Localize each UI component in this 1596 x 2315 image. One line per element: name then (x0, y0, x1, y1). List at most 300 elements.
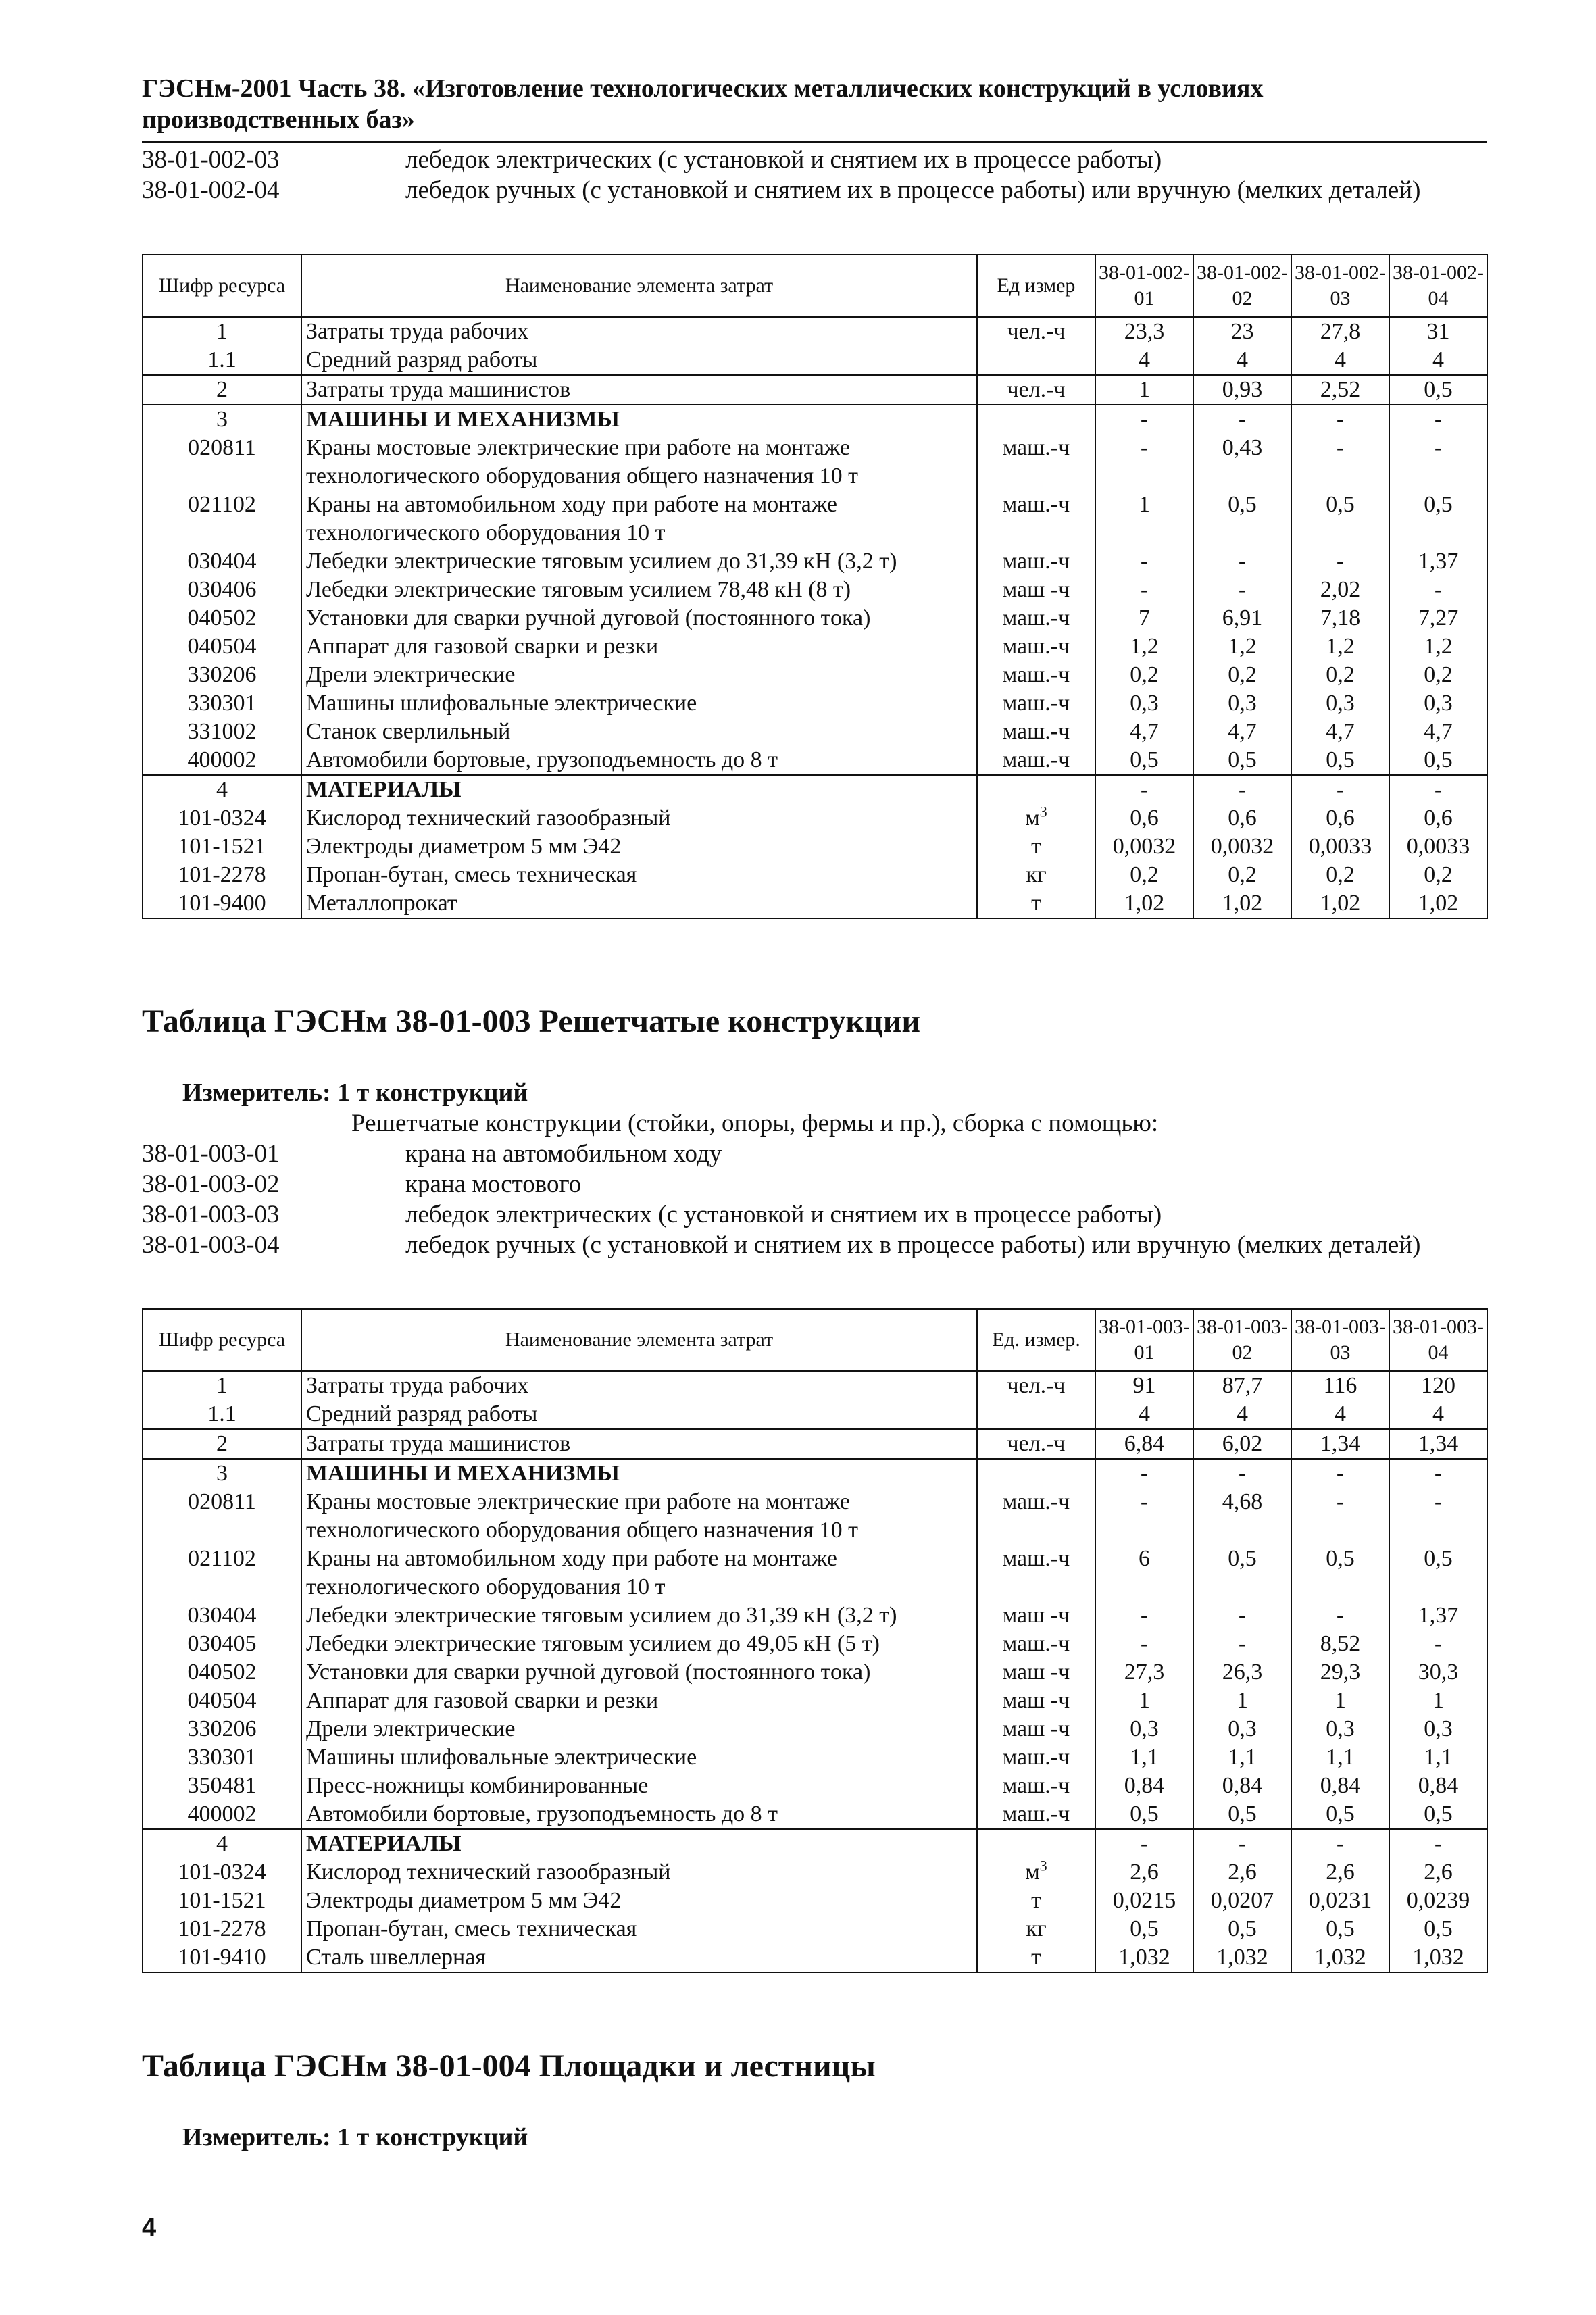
unit-label: т (1031, 1888, 1041, 1913)
norm-value: 0,3 (1193, 1715, 1291, 1743)
table-row (143, 405, 1487, 434)
norm-value: 0,5 (1095, 1915, 1193, 1943)
resource-code: 1 (143, 1371, 301, 1400)
norm-value: - (1095, 1488, 1193, 1545)
unit-cell (977, 1658, 1095, 1687)
table-row (143, 547, 1487, 576)
unit-cell (977, 1459, 1095, 1488)
norm-code: 38-01-002-03 (142, 146, 280, 174)
norm-value: 1,02 (1095, 889, 1193, 918)
norm-value: - (1193, 405, 1291, 434)
table-row (143, 1858, 1487, 1887)
norm-value: 1,34 (1389, 1429, 1487, 1459)
col-header-norm: 38-01-002-04 (1389, 255, 1487, 317)
unit-cell (977, 1887, 1095, 1915)
unit-label: маш.-ч (1002, 492, 1070, 517)
norm-value: - (1291, 775, 1389, 804)
resource-code: 101-0324 (143, 804, 301, 832)
norm-value: 0,5 (1193, 1915, 1291, 1943)
norm-value: - (1291, 1829, 1389, 1858)
norm-value: 4 (1389, 346, 1487, 375)
norm-value: 1,1 (1095, 1743, 1193, 1772)
cost-element-name: Лебедки электрические тяговым усилием до 31,39 кН (3,2 т) (301, 547, 977, 576)
table-row (143, 1371, 1487, 1400)
cost-element-name: Установки для сварки ручной дуговой (постоянного тока) (301, 1658, 977, 1687)
section2-code-list (142, 1108, 1487, 1260)
resource-code: 040504 (143, 1687, 301, 1715)
cost-element-name: Электроды диаметром 5 мм Э42 (301, 1887, 977, 1915)
norm-value: 1,2 (1095, 632, 1193, 661)
unit-superscript: 3 (1039, 1857, 1047, 1874)
norm-value: 1,1 (1193, 1743, 1291, 1772)
col-header-norm: 38-01-002-02 (1193, 255, 1291, 317)
table-row (143, 1715, 1487, 1743)
table-row (143, 689, 1487, 718)
cost-element-name: МАТЕРИАЛЫ (301, 1829, 977, 1858)
norm-value: 0,3 (1291, 689, 1389, 718)
norm-value: 0,84 (1389, 1772, 1487, 1800)
norm-description: лебедок ручных (с установкой и снятием их в процессе работы) или вручную (мелких деталей) (405, 176, 1421, 204)
cost-element-name: Кислород технический газообразный (301, 804, 977, 832)
cost-element-name: Машины шлифовальные электрические (301, 689, 977, 718)
table-row (143, 1743, 1487, 1772)
unit-label: маш.-ч (1002, 1773, 1070, 1798)
norm-value: - (1095, 547, 1193, 576)
norm-value: 0,3 (1095, 689, 1193, 718)
cost-element-name: Электроды диаметром 5 мм Э42 (301, 832, 977, 861)
norm-description: лебедок ручных (с установкой и снятием их в процессе работы) или вручную (мелких деталей) (405, 1231, 1421, 1259)
cost-element-name: Краны на автомобильном ходу при работе на монтаже технологического оборудования 10 т (301, 491, 977, 547)
norm-value: - (1389, 1829, 1487, 1858)
table-row (143, 1400, 1487, 1429)
norm-value: 2,6 (1389, 1858, 1487, 1887)
top-code-list (142, 145, 1487, 205)
norm-value: - (1095, 576, 1193, 604)
unit-label: маш -ч (1002, 577, 1070, 602)
col-header-unit: Ед. измер. (977, 1309, 1095, 1371)
cost-element-name: Дрели электрические (301, 661, 977, 689)
table-row (143, 317, 1487, 346)
norm-value: 0,5 (1193, 491, 1291, 547)
table-row (143, 804, 1487, 832)
resource-code: 330301 (143, 1743, 301, 1772)
norm-value: 1,2 (1389, 632, 1487, 661)
cost-element-name: Пропан-бутан, смесь техническая (301, 1915, 977, 1943)
table-row (143, 1545, 1487, 1601)
unit-cell (977, 1829, 1095, 1858)
unit-cell (977, 661, 1095, 689)
cost-element-name: Затраты труда рабочих (301, 1371, 977, 1400)
resource-code: 330206 (143, 1715, 301, 1743)
unit-label: маш -ч (1002, 1660, 1070, 1685)
norm-value: - (1193, 775, 1291, 804)
norm-description: лебедок электрических (с установкой и снятием их в процессе работы) (405, 1201, 1162, 1228)
cost-element-name: Аппарат для газовой сварки и резки (301, 1687, 977, 1715)
cost-element-name: Установки для сварки ручной дуговой (постоянного тока) (301, 604, 977, 632)
norm-value: 1,02 (1291, 889, 1389, 918)
code-row (142, 1139, 1487, 1169)
table-row (143, 832, 1487, 861)
norm-value: 1 (1095, 491, 1193, 547)
norm-value: - (1193, 547, 1291, 576)
table-row (143, 1829, 1487, 1858)
norm-value: 0,5 (1095, 746, 1193, 775)
norm-table-38-01-003 (142, 1308, 1488, 1973)
norm-description: крана мостового (405, 1170, 582, 1198)
norm-value: 0,5 (1291, 491, 1389, 547)
section2-intro: Решетчатые конструкции (стойки, опоры, фермы и пр.), сборка с помощью: (351, 1110, 1159, 1137)
resource-code: 101-1521 (143, 1887, 301, 1915)
resource-code: 350481 (143, 1772, 301, 1800)
unit-cell (977, 1488, 1095, 1545)
unit-cell (977, 1429, 1095, 1459)
cost-element-name: Лебедки электрические тяговым усилием до 49,05 кН (5 т) (301, 1630, 977, 1658)
norm-value: - (1193, 1601, 1291, 1630)
table-title-38-01-003: Таблица ГЭСНм 38-01-003 Решетчатые конструкции (142, 1003, 921, 1039)
unit-cell (977, 1800, 1095, 1829)
norm-value: 0,2 (1291, 661, 1389, 689)
resource-code: 020811 (143, 1488, 301, 1545)
norm-value: 1,1 (1389, 1743, 1487, 1772)
norm-value: 1 (1291, 1687, 1389, 1715)
resource-code: 400002 (143, 746, 301, 775)
unit-cell (977, 604, 1095, 632)
norm-value: 0,5 (1389, 746, 1487, 775)
norm-value: 0,0231 (1291, 1887, 1389, 1915)
table-row (143, 1488, 1487, 1545)
cost-element-name: МАТЕРИАЛЫ (301, 775, 977, 804)
norm-value: 0,0215 (1095, 1887, 1193, 1915)
table-row (143, 1800, 1487, 1829)
norm-value: 0,43 (1193, 434, 1291, 491)
cost-element-name: Краны мостовые электрические при работе на монтаже технологического оборудования общего назначения 10 т (301, 1488, 977, 1545)
resource-code: 1.1 (143, 346, 301, 375)
norm-value: 2,02 (1291, 576, 1389, 604)
unit-label: маш.-ч (1002, 719, 1070, 744)
unit-label: маш.-ч (1002, 549, 1070, 574)
norm-value: 1 (1095, 375, 1193, 405)
norm-value: 0,2 (1291, 861, 1389, 889)
norm-value: 1,02 (1193, 889, 1291, 918)
col-header-norm: 38-01-003-02 (1193, 1309, 1291, 1371)
norm-value: 0,0033 (1291, 832, 1389, 861)
cost-element-name: Сталь швеллерная (301, 1943, 977, 1972)
norm-value: 4 (1193, 1400, 1291, 1429)
table-header-row (143, 255, 1487, 317)
unit-cell (977, 1943, 1095, 1972)
table-row (143, 1658, 1487, 1687)
cost-element-name: МАШИНЫ И МЕХАНИЗМЫ (301, 405, 977, 434)
norm-value: 0,5 (1389, 1800, 1487, 1829)
norm-value: 6,84 (1095, 1429, 1193, 1459)
table-row (143, 718, 1487, 746)
resource-code: 101-9400 (143, 889, 301, 918)
table-row (143, 1429, 1487, 1459)
unit-cell (977, 1371, 1095, 1400)
norm-code: 38-01-003-03 (142, 1201, 280, 1228)
norm-value: 0,0207 (1193, 1887, 1291, 1915)
table-row (143, 1772, 1487, 1800)
table-row (143, 889, 1487, 918)
norm-value: 0,5 (1389, 375, 1487, 405)
table-row (143, 576, 1487, 604)
norm-value: 1,34 (1291, 1429, 1389, 1459)
resource-code: 101-2278 (143, 861, 301, 889)
norm-description: крана на автомобильном ходу (405, 1140, 722, 1168)
resource-code: 330206 (143, 661, 301, 689)
norm-value: - (1291, 434, 1389, 491)
resource-code: 101-2278 (143, 1915, 301, 1943)
code-row (142, 175, 1487, 205)
code-row (142, 1230, 1487, 1260)
resource-code: 4 (143, 775, 301, 804)
resource-code: 330301 (143, 689, 301, 718)
cost-element-name: Лебедки электрические тяговым усилием 78,48 кН (8 т) (301, 576, 977, 604)
resource-code: 3 (143, 1459, 301, 1488)
resource-code: 4 (143, 1829, 301, 1858)
unit-label: маш -ч (1002, 1716, 1070, 1741)
table-row (143, 1915, 1487, 1943)
norm-value: 0,5 (1291, 1545, 1389, 1601)
norm-value: 4 (1095, 346, 1193, 375)
col-header-norm: 38-01-002-03 (1291, 255, 1389, 317)
norm-value: 1,2 (1193, 632, 1291, 661)
unit-label: маш.-ч (1002, 435, 1070, 460)
resource-code: 020811 (143, 434, 301, 491)
norm-value: 1,37 (1389, 1601, 1487, 1630)
norm-value: 6,02 (1193, 1429, 1291, 1459)
norm-value: 0,6 (1389, 804, 1487, 832)
norm-value: 4,68 (1193, 1488, 1291, 1545)
norm-value: 0,93 (1193, 375, 1291, 405)
norm-value: 1,032 (1095, 1943, 1193, 1972)
table-row (143, 661, 1487, 689)
cost-element-name: Станок сверлильный (301, 718, 977, 746)
unit-label: маш.-ч (1002, 691, 1070, 716)
table-row (143, 775, 1487, 804)
unit-cell (977, 689, 1095, 718)
norm-value: 4 (1389, 1400, 1487, 1429)
resource-code: 040502 (143, 1658, 301, 1687)
col-header-code: Шифр ресурса (143, 255, 301, 317)
norm-value: 30,3 (1389, 1658, 1487, 1687)
cost-element-name: Автомобили бортовые, грузоподъемность до 8 т (301, 746, 977, 775)
norm-value: 0,84 (1291, 1772, 1389, 1800)
resource-code: 021102 (143, 491, 301, 547)
table-row (143, 434, 1487, 491)
col-header-unit: Ед измер (977, 255, 1095, 317)
unit-cell (977, 405, 1095, 434)
cost-element-name: Автомобили бортовые, грузоподъемность до 8 т (301, 1800, 977, 1829)
norm-value: - (1095, 1630, 1193, 1658)
norm-value: 120 (1389, 1371, 1487, 1400)
norm-value: 1 (1389, 1687, 1487, 1715)
norm-value: 0,0032 (1095, 832, 1193, 861)
resource-code: 040504 (143, 632, 301, 661)
norm-value: 8,52 (1291, 1630, 1389, 1658)
table-row (143, 632, 1487, 661)
norm-value: 1,032 (1291, 1943, 1389, 1972)
norm-value: 2,6 (1193, 1858, 1291, 1887)
norm-value: - (1095, 434, 1193, 491)
resource-code: 030404 (143, 547, 301, 576)
table-row (143, 1630, 1487, 1658)
norm-value: 0,3 (1389, 1715, 1487, 1743)
unit-cell (977, 1743, 1095, 1772)
cost-element-name: Затраты труда рабочих (301, 317, 977, 346)
resource-code: 101-9410 (143, 1943, 301, 1972)
unit-label: т (1031, 834, 1041, 859)
unit-cell (977, 576, 1095, 604)
table-header-row (143, 1309, 1487, 1371)
resource-code: 030406 (143, 576, 301, 604)
norm-code: 38-01-003-04 (142, 1231, 280, 1259)
norm-value: - (1291, 405, 1389, 434)
unit-cell (977, 1630, 1095, 1658)
resource-code: 030405 (143, 1630, 301, 1658)
resource-code: 040502 (143, 604, 301, 632)
norm-value: 0,2 (1389, 661, 1487, 689)
unit-label: чел.-ч (1007, 1431, 1066, 1456)
norm-value: - (1389, 1630, 1487, 1658)
norm-value: 0,5 (1389, 1545, 1487, 1601)
unit-cell (977, 491, 1095, 547)
norm-value: 6,91 (1193, 604, 1291, 632)
unit-cell (977, 746, 1095, 775)
unit-label: маш.-ч (1002, 605, 1070, 630)
page-number: 4 (142, 2214, 157, 2242)
norm-code: 38-01-003-02 (142, 1170, 280, 1198)
table-row (143, 375, 1487, 405)
norm-value: 0,84 (1095, 1772, 1193, 1800)
norm-value: 2,52 (1291, 375, 1389, 405)
unit-label: маш.-ч (1002, 662, 1070, 687)
norm-value: 1,2 (1291, 632, 1389, 661)
norm-value: 0,5 (1389, 491, 1487, 547)
resource-code: 3 (143, 405, 301, 434)
unit-label: маш -ч (1002, 1603, 1070, 1628)
norm-value: - (1389, 434, 1487, 491)
table-row (143, 1601, 1487, 1630)
unit-label: чел.-ч (1007, 1373, 1066, 1398)
table-row (143, 1459, 1487, 1488)
unit-label: чел.-ч (1007, 377, 1066, 402)
unit-cell (977, 1545, 1095, 1601)
norm-table-38-01-002 (142, 254, 1488, 919)
norm-value: 0,3 (1095, 1715, 1193, 1743)
norm-value: 2,6 (1095, 1858, 1193, 1887)
resource-code: 400002 (143, 1800, 301, 1829)
code-row (142, 1169, 1487, 1199)
unit-label: чел.-ч (1007, 319, 1066, 344)
unit-label: м (1025, 805, 1040, 830)
cost-element-name: Краны на автомобильном ходу при работе на монтаже технологического оборудования 10 т (301, 1545, 977, 1601)
norm-value: - (1193, 576, 1291, 604)
norm-value: - (1193, 1630, 1291, 1658)
code-row (142, 1199, 1487, 1230)
cost-element-name: Краны мостовые электрические при работе на монтаже технологического оборудования общего назначения 10 т (301, 434, 977, 491)
unit-label: маш.-ч (1002, 747, 1070, 772)
unit-label: маш -ч (1002, 1688, 1070, 1713)
norm-value: 29,3 (1291, 1658, 1389, 1687)
col-header-norm: 38-01-003-03 (1291, 1309, 1389, 1371)
unit-label: м (1025, 1860, 1040, 1885)
norm-value: 0,3 (1291, 1715, 1389, 1743)
unit-label: маш.-ч (1002, 1489, 1070, 1514)
resource-code: 030404 (143, 1601, 301, 1630)
norm-value: 4 (1291, 1400, 1389, 1429)
resource-code: 1 (143, 317, 301, 346)
norm-value: 31 (1389, 317, 1487, 346)
resource-code: 101-0324 (143, 1858, 301, 1887)
col-header-norm: 38-01-003-04 (1389, 1309, 1487, 1371)
norm-value: 4,7 (1095, 718, 1193, 746)
unit-label: маш.-ч (1002, 1631, 1070, 1656)
norm-value: 87,7 (1193, 1371, 1291, 1400)
cost-element-name: Дрели электрические (301, 1715, 977, 1743)
norm-code: 38-01-002-04 (142, 176, 280, 204)
norm-value: - (1291, 1601, 1389, 1630)
table-title-38-01-004: Таблица ГЭСНм 38-01-004 Площадки и лестницы (142, 2048, 876, 2084)
norm-value: 2,6 (1291, 1858, 1389, 1887)
norm-value: 6 (1095, 1545, 1193, 1601)
norm-value: 0,5 (1193, 1800, 1291, 1829)
resource-code: 2 (143, 1429, 301, 1459)
norm-value: 0,0033 (1389, 832, 1487, 861)
norm-value: 27,3 (1095, 1658, 1193, 1687)
unit-label: кг (1026, 1916, 1047, 1941)
unit-label: маш.-ч (1002, 634, 1070, 659)
table-row (143, 1887, 1487, 1915)
norm-value: - (1389, 405, 1487, 434)
unit-cell (977, 1772, 1095, 1800)
norm-value: - (1389, 775, 1487, 804)
unit-cell (977, 1687, 1095, 1715)
resource-code: 2 (143, 375, 301, 405)
code-row (142, 145, 1487, 175)
unit-cell (977, 1601, 1095, 1630)
norm-value: 4,7 (1193, 718, 1291, 746)
norm-value: 23,3 (1095, 317, 1193, 346)
norm-value: 0,3 (1389, 689, 1487, 718)
col-header-name: Наименование элемента затрат (301, 255, 977, 317)
norm-value: 116 (1291, 1371, 1389, 1400)
page-header: ГЭСНм-2001 Часть 38. «Изготовление технологических металлических конструкций в условиях производственных баз» (142, 74, 1264, 134)
norm-value: 0,0032 (1193, 832, 1291, 861)
norm-value: 0,5 (1291, 746, 1389, 775)
norm-value: 4 (1291, 346, 1389, 375)
table-row (143, 604, 1487, 632)
header-rule (142, 141, 1487, 143)
norm-code: 38-01-003-01 (142, 1140, 280, 1168)
table-row (143, 861, 1487, 889)
cost-element-name: Затраты труда машинистов (301, 375, 977, 405)
unit-cell (977, 632, 1095, 661)
table-row (143, 1943, 1487, 1972)
unit-cell (977, 317, 1095, 346)
norm-value: 0,2 (1095, 861, 1193, 889)
norm-value: 0,5 (1389, 1915, 1487, 1943)
norm-value: 1,37 (1389, 547, 1487, 576)
norm-value: 0,5 (1291, 1800, 1389, 1829)
unit-label: т (1031, 1945, 1041, 1970)
cost-element-name: Затраты труда машинистов (301, 1429, 977, 1459)
norm-value: 0,3 (1193, 689, 1291, 718)
norm-value: - (1291, 1459, 1389, 1488)
cost-element-name: Средний разряд работы (301, 1400, 977, 1429)
norm-value: - (1095, 405, 1193, 434)
col-header-code: Шифр ресурса (143, 1309, 301, 1371)
